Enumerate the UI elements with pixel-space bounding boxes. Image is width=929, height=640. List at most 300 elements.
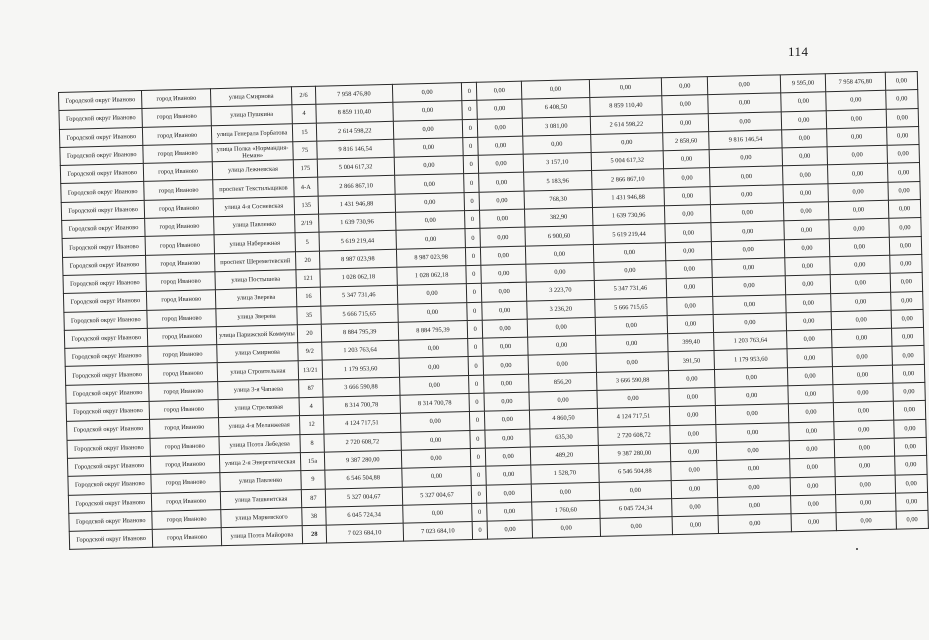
amount-cell: 0,00 xyxy=(833,402,893,422)
house-cell: 87 xyxy=(299,379,323,398)
area-cell: 0,00 xyxy=(664,168,710,187)
amount-cell: 0,00 xyxy=(399,357,469,377)
area-cell: 489,20 xyxy=(530,445,598,465)
city-cell: город Иваново xyxy=(146,272,215,292)
amount-cell: 0,00 xyxy=(831,292,891,312)
area-cell: 0,00 xyxy=(671,479,717,498)
amount-cell: 0,00 xyxy=(834,420,894,440)
region-cell: Городской округ Иваново xyxy=(65,365,149,385)
amount-cell: 0,00 xyxy=(716,404,789,424)
amount-cell: 1 431 946,88 xyxy=(592,187,665,207)
total-cell: 1 203 763,64 xyxy=(321,340,398,360)
count-cell: 0 xyxy=(470,412,485,431)
area-cell: 0,00 xyxy=(785,257,830,276)
amount-cell: 0,00 xyxy=(590,133,663,153)
area-cell: 856,20 xyxy=(529,372,597,392)
amount-cell: 0,00 xyxy=(484,374,529,393)
city-cell: город Иваново xyxy=(147,308,216,328)
area-cell: 768,30 xyxy=(524,189,592,209)
amount-cell: 0,00 xyxy=(717,459,790,479)
area-cell: 0,00 xyxy=(787,348,832,367)
area-cell: 0,00 xyxy=(671,442,717,461)
amount-cell: 0,00 xyxy=(835,456,895,476)
house-cell: 135 xyxy=(294,196,318,215)
amount-cell: 0,00 xyxy=(710,166,783,186)
amount-cell: 0,00 xyxy=(478,136,523,155)
amount-cell: 0,00 xyxy=(890,291,923,310)
amount-cell: 0,00 xyxy=(397,284,467,304)
amount-cell: 1 028 062,18 xyxy=(397,266,467,286)
area-cell: 0,00 xyxy=(783,202,828,221)
amount-cell: 0,00 xyxy=(888,200,921,219)
region-cell: Городской округ Иваново xyxy=(68,493,152,513)
area-cell: 0,00 xyxy=(526,262,594,282)
area-cell: 2 858,60 xyxy=(663,131,709,150)
street-cell: улица Поэта Лебедева xyxy=(219,434,301,454)
amount-cell: 0,00 xyxy=(713,294,786,314)
total-cell: 6 045 724,34 xyxy=(325,505,402,525)
amount-cell: 0,00 xyxy=(484,392,529,411)
region-cell: Городской округ Иваново xyxy=(62,218,146,238)
city-cell: город Иваново xyxy=(150,436,219,456)
amount-cell: 0,00 xyxy=(398,339,468,359)
region-cell: Городской округ Иваново xyxy=(60,145,144,165)
area-cell: 391,50 xyxy=(668,351,714,370)
house-cell: 2/6 xyxy=(292,86,316,105)
area-cell: 0,00 xyxy=(791,494,836,513)
city-cell: город Иваново xyxy=(150,418,219,438)
region-cell: Городской округ Иваново xyxy=(61,200,145,220)
amount-cell: 0,00 xyxy=(831,328,891,348)
area-cell: 3 157,10 xyxy=(523,153,591,173)
region-cell: Городской округ Иваново xyxy=(69,511,153,531)
amount-cell: 0,00 xyxy=(595,316,668,336)
region-cell: Городской округ Иваново xyxy=(63,255,147,275)
city-cell: город Иваново xyxy=(147,290,216,310)
area-cell: 0,00 xyxy=(784,220,829,239)
total-cell: 1 179 953,60 xyxy=(322,359,399,379)
amount-cell: 0,00 xyxy=(480,209,525,228)
total-cell: 9 816 146,54 xyxy=(316,139,393,159)
area-cell: 0,00 xyxy=(787,330,832,349)
street-cell: улица Зверева xyxy=(216,306,298,326)
amount-cell: 0,00 xyxy=(599,480,672,500)
house-cell: 28 xyxy=(302,525,326,544)
amount-cell: 0,00 xyxy=(886,108,919,127)
region-cell: Городской округ Иваново xyxy=(59,90,143,110)
amount-cell: 0,00 xyxy=(834,438,894,458)
total-cell: 3 666 590,88 xyxy=(322,377,399,397)
area-cell: 0,00 xyxy=(663,113,709,132)
amount-cell: 0,00 xyxy=(889,218,922,237)
amount-cell: 0,00 xyxy=(828,200,888,220)
street-cell: улица Лежневская xyxy=(212,160,294,180)
amount-cell: 0,00 xyxy=(400,412,470,432)
amount-cell: 8 859 110,40 xyxy=(589,96,662,116)
count-cell: 0 xyxy=(471,466,486,485)
amount-cell: 0,00 xyxy=(826,109,886,129)
house-cell: 38 xyxy=(302,507,326,526)
amount-cell: 7 958 476,80 xyxy=(825,72,885,92)
amount-cell: 0,00 xyxy=(717,477,790,497)
count-cell: 0 xyxy=(464,192,479,211)
area-cell: 0,00 xyxy=(789,440,834,459)
region-cell: Городской округ Иваново xyxy=(69,529,153,549)
area-cell: 0,00 xyxy=(672,497,718,516)
city-cell: город Иваново xyxy=(148,327,217,347)
amount-cell: 0,00 xyxy=(888,181,921,200)
amount-cell: 1 639 730,96 xyxy=(592,206,665,226)
street-cell: улица Полка «Нормандия-Неман» xyxy=(212,142,294,162)
amount-cell: 9 387 280,00 xyxy=(598,444,671,464)
amount-cell: 0,00 xyxy=(829,219,889,239)
area-cell: 0,00 xyxy=(665,205,711,224)
house-cell: 16 xyxy=(297,287,321,306)
house-cell: 4 xyxy=(292,105,316,124)
amount-cell: 5 004 617,32 xyxy=(591,151,664,171)
area-cell: 1 760,60 xyxy=(532,500,600,520)
amount-cell: 0,00 xyxy=(392,83,462,103)
amount-cell: 0,00 xyxy=(893,382,926,401)
city-cell: город Иваново xyxy=(152,491,221,511)
area-cell: 3 223,70 xyxy=(526,281,594,301)
total-cell: 6 546 504,88 xyxy=(325,468,402,488)
total-cell: 5 666 715,65 xyxy=(321,304,398,324)
area-cell: 0,00 xyxy=(789,421,834,440)
amount-cell: 0,00 xyxy=(593,261,666,281)
house-cell: 15а xyxy=(301,452,325,471)
amount-cell: 0,00 xyxy=(715,368,788,388)
amount-cell: 0,00 xyxy=(716,422,789,442)
amount-cell: 2 866 867,10 xyxy=(591,169,664,189)
street-cell: улица Павленко xyxy=(213,215,295,235)
amount-cell: 0,00 xyxy=(827,127,887,147)
region-cell: Городской округ Иваново xyxy=(59,109,143,129)
area-cell: 0,00 xyxy=(791,513,836,532)
total-cell: 9 387 280,00 xyxy=(324,450,401,470)
amount-cell: 1 203 763,64 xyxy=(714,331,787,351)
count-cell: 0 xyxy=(463,137,478,156)
count-cell: 0 xyxy=(467,320,482,339)
city-cell: город Иваново xyxy=(148,345,217,365)
amount-cell: 0,00 xyxy=(836,511,896,531)
house-cell: 121 xyxy=(296,269,320,288)
amount-cell: 0,00 xyxy=(896,510,929,529)
street-cell: улица Смирнова xyxy=(217,343,299,363)
city-cell: город Иваново xyxy=(146,235,215,255)
scanned-table-sheet xyxy=(58,71,929,550)
city-cell: город Иваново xyxy=(149,381,218,401)
amount-cell: 8 884 795,39 xyxy=(398,320,468,340)
region-cell: Городской округ Иваново xyxy=(67,420,151,440)
city-cell: город Иваново xyxy=(143,125,212,145)
house-cell: 20 xyxy=(296,251,320,270)
region-cell: Городской округ Иваново xyxy=(66,383,150,403)
count-cell: 0 xyxy=(463,119,478,138)
region-cell: Городской округ Иваново xyxy=(65,347,149,367)
count-cell: 0 xyxy=(466,265,481,284)
amount-cell: 9 816 146,54 xyxy=(709,130,782,150)
amount-cell: 0,00 xyxy=(712,239,785,259)
region-cell: Городской округ Иваново xyxy=(67,438,151,458)
city-cell: город Иваново xyxy=(143,144,212,164)
scan-speck xyxy=(856,548,858,550)
amount-cell: 0,00 xyxy=(593,242,666,262)
count-cell: 0 xyxy=(471,485,486,504)
amount-cell: 0,00 xyxy=(600,517,673,537)
total-cell: 5 347 731,46 xyxy=(320,286,397,306)
area-cell: 0,00 xyxy=(790,476,835,495)
amount-cell: 0,00 xyxy=(597,389,670,409)
amount-cell: 0,00 xyxy=(486,465,531,484)
amount-cell: 0,00 xyxy=(708,75,781,95)
amount-cell: 0,00 xyxy=(482,282,527,301)
amount-cell: 0,00 xyxy=(831,310,891,330)
street-cell: улица Поэта Майорова xyxy=(221,526,303,546)
amount-cell: 0,00 xyxy=(890,254,923,273)
count-cell: 0 xyxy=(472,521,487,540)
total-cell: 5 004 617,32 xyxy=(317,157,394,177)
region-cell: Городской округ Иваново xyxy=(63,273,147,293)
amount-cell: 5 327 004,67 xyxy=(402,485,472,505)
area-cell: 0,00 xyxy=(669,369,715,388)
house-cell: 9 xyxy=(301,470,325,489)
area-cell: 0,00 xyxy=(781,110,826,129)
city-cell: город Иваново xyxy=(151,455,220,475)
amount-cell: 0,00 xyxy=(482,301,527,320)
amount-cell: 0,00 xyxy=(894,456,927,475)
amount-cell: 6 546 504,88 xyxy=(598,462,671,482)
area-cell: 0,00 xyxy=(667,314,713,333)
area-cell: 0,00 xyxy=(787,366,832,385)
amount-cell: 0,00 xyxy=(827,164,887,184)
amount-cell: 0,00 xyxy=(832,365,892,385)
total-cell: 8 884 795,39 xyxy=(321,322,398,342)
amount-cell: 0,00 xyxy=(711,221,784,241)
amount-cell: 0,00 xyxy=(393,101,463,121)
amount-cell: 0,00 xyxy=(487,520,532,539)
amount-cell: 0,00 xyxy=(708,93,781,113)
area-cell: 5 183,96 xyxy=(524,171,592,191)
count-cell: 0 xyxy=(465,210,480,229)
city-cell: город Иваново xyxy=(152,509,221,529)
area-cell: 0,00 xyxy=(669,388,715,407)
total-cell: 5 327 004,67 xyxy=(325,487,402,507)
area-cell: 0,00 xyxy=(670,424,716,443)
amount-cell: 0,00 xyxy=(710,185,783,205)
total-cell: 2 720 608,72 xyxy=(324,432,401,452)
amount-cell: 0,00 xyxy=(479,173,524,192)
house-cell: 12 xyxy=(300,415,324,434)
amount-cell: 0,00 xyxy=(895,474,928,493)
amount-cell: 0,00 xyxy=(393,138,463,158)
house-cell: 15 xyxy=(293,123,317,142)
amount-cell: 0,00 xyxy=(895,492,928,511)
amount-cell: 0,00 xyxy=(827,145,887,165)
street-cell: улица Набережная xyxy=(214,233,296,253)
region-cell: Городской округ Иваново xyxy=(61,182,145,202)
area-cell: 9 595,00 xyxy=(780,74,825,93)
amount-cell: 0,00 xyxy=(402,503,472,523)
region-cell: Городской округ Иваново xyxy=(68,475,152,495)
area-cell: 0,00 xyxy=(526,244,594,264)
count-cell: 0 xyxy=(467,283,482,302)
area-cell: 6 900,60 xyxy=(525,226,593,246)
city-cell: город Иваново xyxy=(146,253,215,273)
area-cell: 4 860,50 xyxy=(530,409,598,429)
amount-cell: 0,00 xyxy=(483,337,528,356)
house-cell: 20 xyxy=(297,324,321,343)
count-cell: 0 xyxy=(466,247,481,266)
amount-cell: 0,00 xyxy=(830,273,890,293)
house-cell: 8 xyxy=(300,434,324,453)
area-cell: 0,00 xyxy=(663,150,709,169)
amount-cell: 0,00 xyxy=(481,264,526,283)
count-cell: 0 xyxy=(465,229,480,248)
area-cell: 0,00 xyxy=(785,275,830,294)
area-cell: 0,00 xyxy=(528,336,596,356)
house-cell: 4 xyxy=(299,397,323,416)
amount-cell: 3 666 590,88 xyxy=(596,370,669,390)
area-cell: 0,00 xyxy=(783,183,828,202)
amount-cell: 0,00 xyxy=(893,401,926,420)
amount-cell: 0,00 xyxy=(892,346,925,365)
amount-cell: 0,00 xyxy=(709,148,782,168)
area-cell: 0,00 xyxy=(671,461,717,480)
amount-cell: 0,00 xyxy=(486,484,531,503)
area-cell: 0,00 xyxy=(783,165,828,184)
total-cell: 8 314 700,78 xyxy=(323,395,400,415)
region-cell: Городской округ Иваново xyxy=(60,164,144,184)
city-cell: город Иваново xyxy=(145,199,214,219)
count-cell: 0 xyxy=(468,357,483,376)
area-cell: 0,00 xyxy=(672,516,718,535)
amount-cell: 0,00 xyxy=(835,475,895,495)
amount-cell: 0,00 xyxy=(394,174,464,194)
amount-cell: 0,00 xyxy=(885,72,918,91)
amount-cell: 0,00 xyxy=(478,118,523,137)
street-cell: улица Генерала Горбатова xyxy=(211,123,293,143)
house-cell: 175 xyxy=(293,159,317,178)
total-cell: 2 614 598,22 xyxy=(316,121,393,141)
area-cell: 0,00 xyxy=(664,186,710,205)
count-cell: 0 xyxy=(471,448,486,467)
area-cell: 0,00 xyxy=(522,80,590,100)
street-cell: улица Парижской Коммуны xyxy=(216,325,298,345)
amount-cell: 0,00 xyxy=(835,493,895,513)
amount-cell: 0,00 xyxy=(708,111,781,131)
amount-cell: 0,00 xyxy=(399,375,469,395)
city-cell: город Иваново xyxy=(149,363,218,383)
area-cell: 0,00 xyxy=(781,92,826,111)
area-cell: 0,00 xyxy=(531,482,599,502)
area-cell: 0,00 xyxy=(788,385,833,404)
count-cell: 0 xyxy=(462,101,477,120)
city-cell: город Иваново xyxy=(142,107,211,127)
amount-cell: 0,00 xyxy=(715,386,788,406)
total-cell: 7 023 684,10 xyxy=(326,523,403,543)
region-cell: Городской округ Иваново xyxy=(63,292,147,312)
area-cell: 635,30 xyxy=(530,427,598,447)
total-cell: 8 987 023,98 xyxy=(319,249,396,269)
area-cell: 0,00 xyxy=(662,77,708,96)
street-cell: улица Смирнова xyxy=(210,87,292,107)
count-cell: 0 xyxy=(462,82,477,101)
house-cell: 9/2 xyxy=(298,342,322,361)
total-cell: 2 866 867,10 xyxy=(317,176,394,196)
area-cell: 0,00 xyxy=(782,147,827,166)
amount-cell: 0,00 xyxy=(402,467,472,487)
amount-cell: 0,00 xyxy=(718,514,791,534)
house-cell: 75 xyxy=(293,141,317,160)
house-cell: 87 xyxy=(301,489,325,508)
street-cell: проспект Текстильщиков xyxy=(213,178,295,198)
amount-cell: 0,00 xyxy=(486,447,531,466)
count-cell: 0 xyxy=(468,338,483,357)
street-cell: улица Ташкентская xyxy=(220,489,302,509)
region-cell: Городской округ Иваново xyxy=(67,456,151,476)
amount-cell: 0,00 xyxy=(395,192,465,212)
area-cell: 0,00 xyxy=(790,458,835,477)
area-cell: 3 236,20 xyxy=(527,299,595,319)
amount-cell: 0,00 xyxy=(596,352,669,372)
total-cell: 8 859 110,40 xyxy=(316,103,393,123)
city-cell: город Иваново xyxy=(145,217,214,237)
area-cell: 0,00 xyxy=(784,238,829,257)
area-cell: 0,00 xyxy=(665,223,711,242)
amount-cell: 0,00 xyxy=(829,237,889,257)
table-body xyxy=(59,72,929,550)
amount-cell: 5 347 731,46 xyxy=(594,279,667,299)
amount-cell: 0,00 xyxy=(396,229,466,249)
amount-cell: 0,00 xyxy=(398,302,468,322)
region-cell: Городской округ Иваново xyxy=(62,237,146,257)
amount-cell: 5 619 219,44 xyxy=(592,224,665,244)
page-number: 114 xyxy=(788,44,809,59)
area-cell: 0,00 xyxy=(529,390,597,410)
amount-cell: 0,00 xyxy=(894,419,927,438)
area-cell: 0,00 xyxy=(532,519,600,539)
street-cell: улица Маркевского xyxy=(221,507,303,527)
area-cell: 0,00 xyxy=(527,317,595,337)
amount-cell: 0,00 xyxy=(717,441,790,461)
amount-cell: 0,00 xyxy=(892,364,925,383)
city-cell: город Иваново xyxy=(150,400,219,420)
amount-cell: 0,00 xyxy=(479,191,524,210)
amount-cell: 0,00 xyxy=(395,211,465,231)
city-cell: город Иваново xyxy=(153,528,222,548)
city-cell: город Иваново xyxy=(144,162,213,182)
amount-cell: 0,00 xyxy=(401,430,471,450)
address-list-table xyxy=(58,71,929,550)
region-cell: Городской округ Иваново xyxy=(66,401,150,421)
amount-cell: 6 045 724,34 xyxy=(599,498,672,518)
amount-cell: 0,00 xyxy=(886,126,919,145)
amount-cell: 0,00 xyxy=(477,99,522,118)
amount-cell: 0,00 xyxy=(482,319,527,338)
amount-cell: 0,00 xyxy=(833,383,893,403)
amount-cell: 0,00 xyxy=(889,236,922,255)
amount-cell: 0,00 xyxy=(826,91,886,111)
amount-cell: 0,00 xyxy=(890,273,923,292)
amount-cell: 0,00 xyxy=(891,328,924,347)
amount-cell: 0,00 xyxy=(712,258,785,278)
area-cell: 0,00 xyxy=(670,406,716,425)
total-cell: 1 028 062,18 xyxy=(320,267,397,287)
street-cell: проспект Шереметевский xyxy=(214,251,296,271)
area-cell: 3 081,00 xyxy=(522,116,590,136)
street-cell: улица 2-я Энергетическая xyxy=(219,453,301,473)
